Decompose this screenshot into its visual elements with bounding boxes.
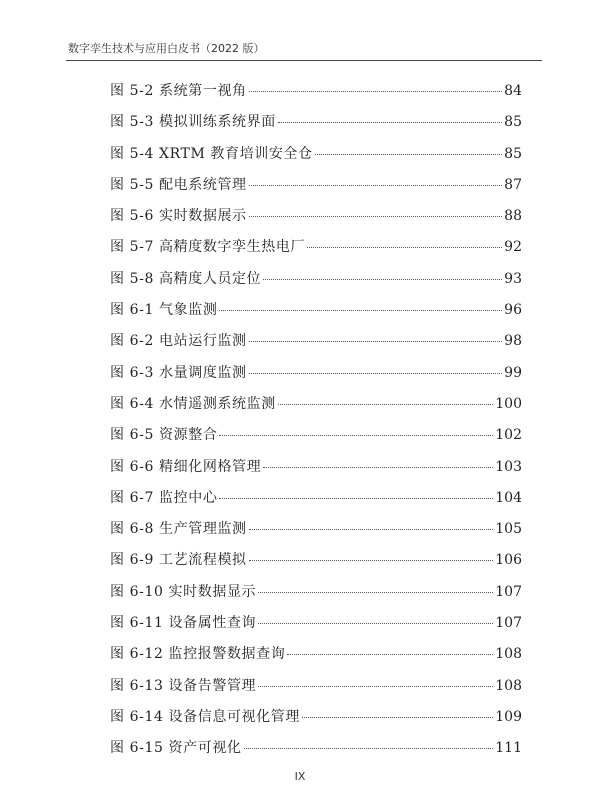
- toc-entry[interactable]: [110, 702, 522, 733]
- page-number: IX: [294, 770, 306, 783]
- list-of-figures: [110, 76, 522, 765]
- toc-entry-title: 图 6-6 精细化网格管理: [110, 458, 262, 475]
- dot-leader: [263, 279, 502, 280]
- toc-entry[interactable]: [110, 326, 522, 357]
- toc-entry[interactable]: [110, 170, 522, 201]
- toc-entry-title: 图 5-8 高精度人员定位: [110, 270, 262, 287]
- toc-entry-page: 109: [495, 708, 522, 725]
- dot-leader: [249, 373, 503, 374]
- toc-entry-page: 111: [495, 740, 522, 757]
- toc-entry-title: 图 5-4 XRTM 教育培训安全仓: [110, 145, 313, 162]
- toc-entry-page: 104: [495, 489, 522, 506]
- dot-leader: [219, 310, 502, 311]
- dot-leader: [278, 404, 493, 405]
- toc-entry[interactable]: [110, 483, 522, 514]
- toc-entry-page: 105: [495, 521, 522, 538]
- toc-entry-page: 103: [495, 458, 522, 475]
- toc-entry-page: 85: [504, 145, 522, 162]
- dot-leader: [278, 122, 502, 123]
- toc-entry[interactable]: [110, 389, 522, 420]
- toc-entry-title: 图 6-10 实时数据显示: [110, 583, 257, 600]
- toc-entry-title: 图 6-5 资源整合: [110, 427, 218, 444]
- toc-entry[interactable]: [110, 201, 522, 232]
- toc-entry-page: 99: [504, 364, 522, 381]
- toc-entry[interactable]: [110, 358, 522, 389]
- dot-leader: [219, 435, 493, 436]
- toc-entry-title: 图 6-14 设备信息可视化管理: [110, 708, 300, 725]
- toc-entry-title: 图 5-3 模拟训练系统界面: [110, 114, 276, 131]
- toc-entry[interactable]: [110, 139, 522, 170]
- dot-leader: [244, 748, 494, 749]
- toc-entry-page: 88: [504, 208, 522, 225]
- toc-entry-page: 93: [504, 270, 522, 287]
- toc-entry-page: 102: [495, 427, 522, 444]
- toc-entry[interactable]: [110, 232, 522, 263]
- toc-entry-title: 图 5-2 系统第一视角: [110, 83, 247, 99]
- toc-entry-title: 图 6-7 监控中心: [110, 489, 218, 506]
- toc-entry-page: 98: [504, 333, 522, 350]
- running-header: 数字孪生技术与应用白皮书（2022 版）: [68, 42, 265, 55]
- toc-entry[interactable]: [110, 733, 522, 764]
- dot-leader: [263, 467, 493, 468]
- toc-entry[interactable]: [110, 107, 522, 138]
- toc-entry-title: 图 6-11 设备属性查询: [110, 615, 257, 632]
- toc-entry-title: 图 6-12 监控报警数据查询: [110, 646, 286, 663]
- dot-leader: [307, 247, 502, 248]
- toc-entry-page: 96: [504, 302, 522, 319]
- dot-leader: [249, 91, 503, 92]
- toc-entry-page: 107: [495, 615, 522, 632]
- toc-entry-page: 84: [504, 83, 522, 99]
- toc-entry-title: 图 6-1 气象监测: [110, 302, 218, 319]
- toc-entry-page: 108: [495, 646, 522, 663]
- toc-entry[interactable]: [110, 295, 522, 326]
- toc-entry[interactable]: [110, 452, 522, 483]
- dot-leader: [249, 529, 494, 530]
- dot-leader: [302, 717, 493, 718]
- toc-entry-title: 图 6-9 工艺流程模拟: [110, 552, 247, 569]
- toc-entry-title: 图 5-5 配电系统管理: [110, 176, 247, 193]
- dot-leader: [287, 654, 493, 655]
- toc-entry[interactable]: [110, 76, 522, 107]
- dot-leader: [258, 623, 493, 624]
- dot-leader: [249, 185, 503, 186]
- dot-leader: [249, 216, 503, 217]
- toc-entry[interactable]: [110, 264, 522, 295]
- toc-entry-title: 图 6-2 电站运行监测: [110, 333, 247, 350]
- toc-entry-title: 图 6-8 生产管理监测: [110, 521, 247, 538]
- dot-leader: [249, 341, 503, 342]
- toc-entry-title: 图 5-6 实时数据展示: [110, 208, 247, 225]
- toc-entry-page: 108: [495, 677, 522, 694]
- toc-entry-page: 107: [495, 583, 522, 600]
- toc-entry-page: 100: [495, 395, 522, 412]
- toc-entry-page: 106: [495, 552, 522, 569]
- dot-leader: [258, 686, 493, 687]
- toc-entry[interactable]: [110, 514, 522, 545]
- toc-entry[interactable]: [110, 639, 522, 670]
- toc-entry-title: 图 6-3 水量调度监测: [110, 364, 247, 381]
- toc-entry[interactable]: [110, 420, 522, 451]
- dot-leader: [249, 560, 494, 561]
- toc-entry-page: 87: [504, 176, 522, 193]
- toc-entry-title: 图 5-7 高精度数字孪生热电厂: [110, 239, 306, 256]
- toc-entry[interactable]: [110, 671, 522, 702]
- toc-entry[interactable]: [110, 545, 522, 576]
- header-rule: [66, 60, 542, 61]
- toc-entry-page: 85: [504, 114, 522, 131]
- dot-leader: [219, 498, 493, 499]
- toc-entry[interactable]: [110, 608, 522, 639]
- dot-leader: [258, 592, 493, 593]
- toc-entry-title: 图 6-13 设备告警管理: [110, 677, 257, 694]
- toc-entry-title: 图 6-15 资产可视化: [110, 740, 242, 757]
- toc-entry[interactable]: [110, 577, 522, 608]
- toc-entry-page: 92: [504, 239, 522, 256]
- toc-entry-title: 图 6-4 水情遥测系统监测: [110, 395, 276, 412]
- dot-leader: [315, 154, 503, 155]
